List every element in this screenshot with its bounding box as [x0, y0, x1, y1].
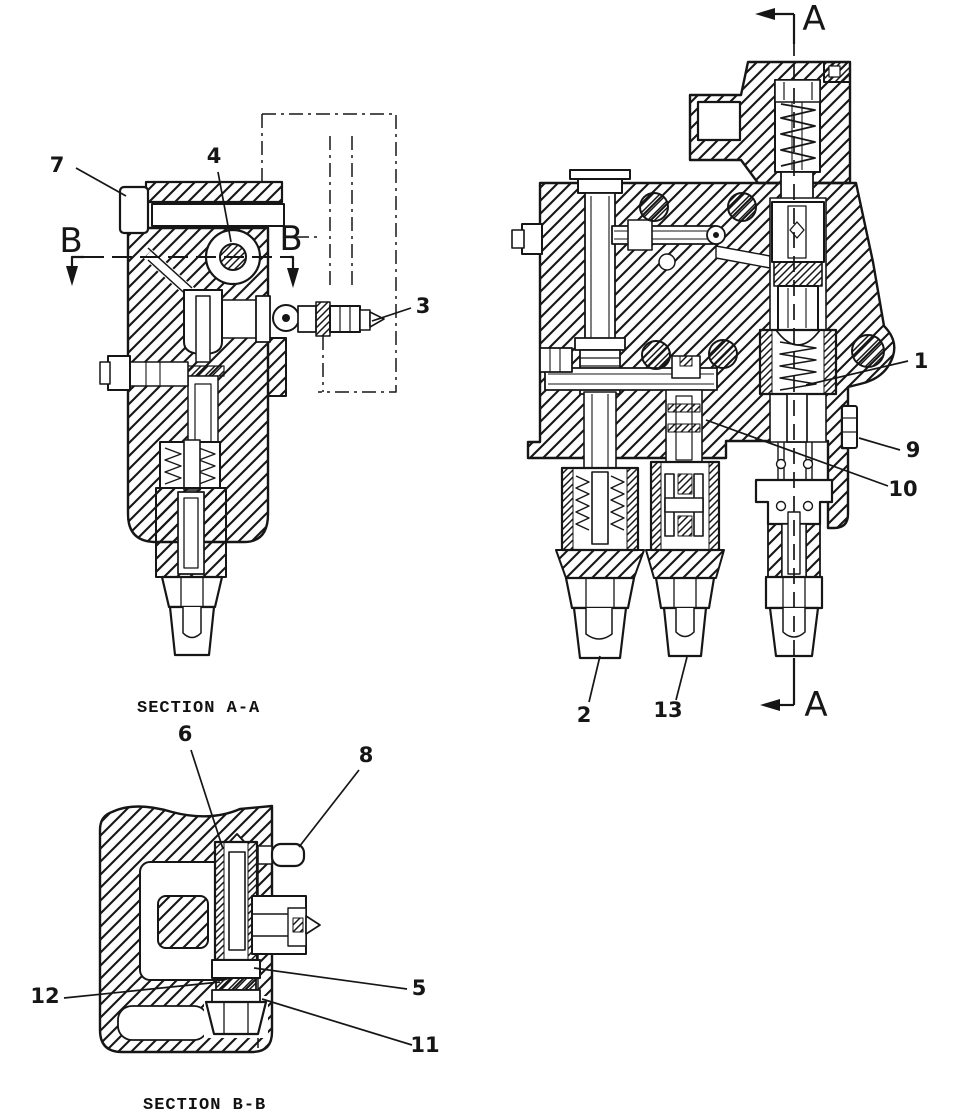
view-section-a-a: [59, 114, 396, 718]
washer-11: [212, 990, 260, 1002]
linkage-and-fitting-3: [216, 296, 384, 342]
callout-label-5: 5: [411, 976, 427, 1000]
bracket-port: [698, 102, 740, 140]
callout-label-3: 3: [415, 294, 431, 318]
callout-label-11: 11: [410, 1033, 440, 1057]
bottom-pocket: [118, 1006, 208, 1040]
section-letter-a-top: A: [802, 0, 826, 39]
callout-label-9: 9: [905, 438, 921, 462]
callout-label-13: 13: [653, 698, 683, 722]
bottom-hex-nut: [206, 1002, 266, 1034]
c-passage-island: [158, 896, 208, 948]
callout-label-6: 6: [177, 722, 193, 746]
callout-label-4: 4: [206, 144, 222, 168]
fitting-hex-nut: [330, 306, 360, 332]
end-cap-7: [120, 187, 148, 233]
hex-nut: [656, 578, 714, 608]
hex-nut: [162, 577, 222, 607]
callout-label-2: 2: [576, 703, 592, 727]
view-front-elevation: [512, 0, 894, 725]
section-letter-a-bottom: A: [804, 685, 828, 725]
section-arrow-b-left: [66, 266, 78, 286]
callout-leader-5: [254, 968, 407, 989]
section-letter-b-right: B: [279, 219, 303, 259]
callout-leader-13: [676, 657, 687, 700]
caption-section-b-b: SECTION B-B: [143, 1096, 267, 1115]
seal-ring-12: [216, 978, 256, 990]
callout-leader-3: [372, 308, 411, 321]
callout-leader-2: [589, 656, 600, 702]
hex-nut: [566, 578, 634, 608]
retainer-stack: [204, 960, 268, 1038]
lower-cartridge: [156, 440, 226, 655]
callout-label-12: 12: [30, 984, 60, 1008]
view-section-b-b: [100, 806, 320, 1115]
side-boss: [268, 338, 286, 396]
callout-leader-9: [859, 438, 900, 450]
caption-section-a-a: SECTION A-A: [137, 699, 261, 718]
callout-leader-11: [262, 999, 412, 1045]
callout-label-8: 8: [358, 743, 374, 767]
guide-sleeve-6: [215, 834, 257, 960]
corner-cap-square: [829, 66, 840, 77]
section-arrow-a-bottom: [760, 699, 780, 711]
section-letter-b-left: B: [59, 221, 83, 261]
callout-leader-8: [299, 770, 359, 847]
clamp-plate: [152, 204, 284, 226]
stop-bolt-8: [258, 844, 304, 866]
section-arrow-a-top: [755, 8, 775, 20]
callout-label-10: 10: [888, 477, 918, 501]
top-flange: [146, 182, 282, 202]
callout-leader-7: [76, 168, 126, 196]
seal-stack: [774, 262, 822, 286]
callout-label-7: 7: [49, 153, 65, 177]
pilot-spring-cartridge: [775, 80, 820, 204]
section-arrow-b-right: [287, 268, 299, 288]
linkage-pin-end-view: [252, 896, 320, 954]
retainer-5: [212, 960, 260, 978]
small-hex-port: [659, 254, 675, 270]
callout-label-1: 1: [913, 349, 929, 373]
side-plug: [842, 406, 857, 448]
main-spool-assembly: [760, 198, 836, 442]
h-spool-crossbar: [665, 498, 703, 512]
